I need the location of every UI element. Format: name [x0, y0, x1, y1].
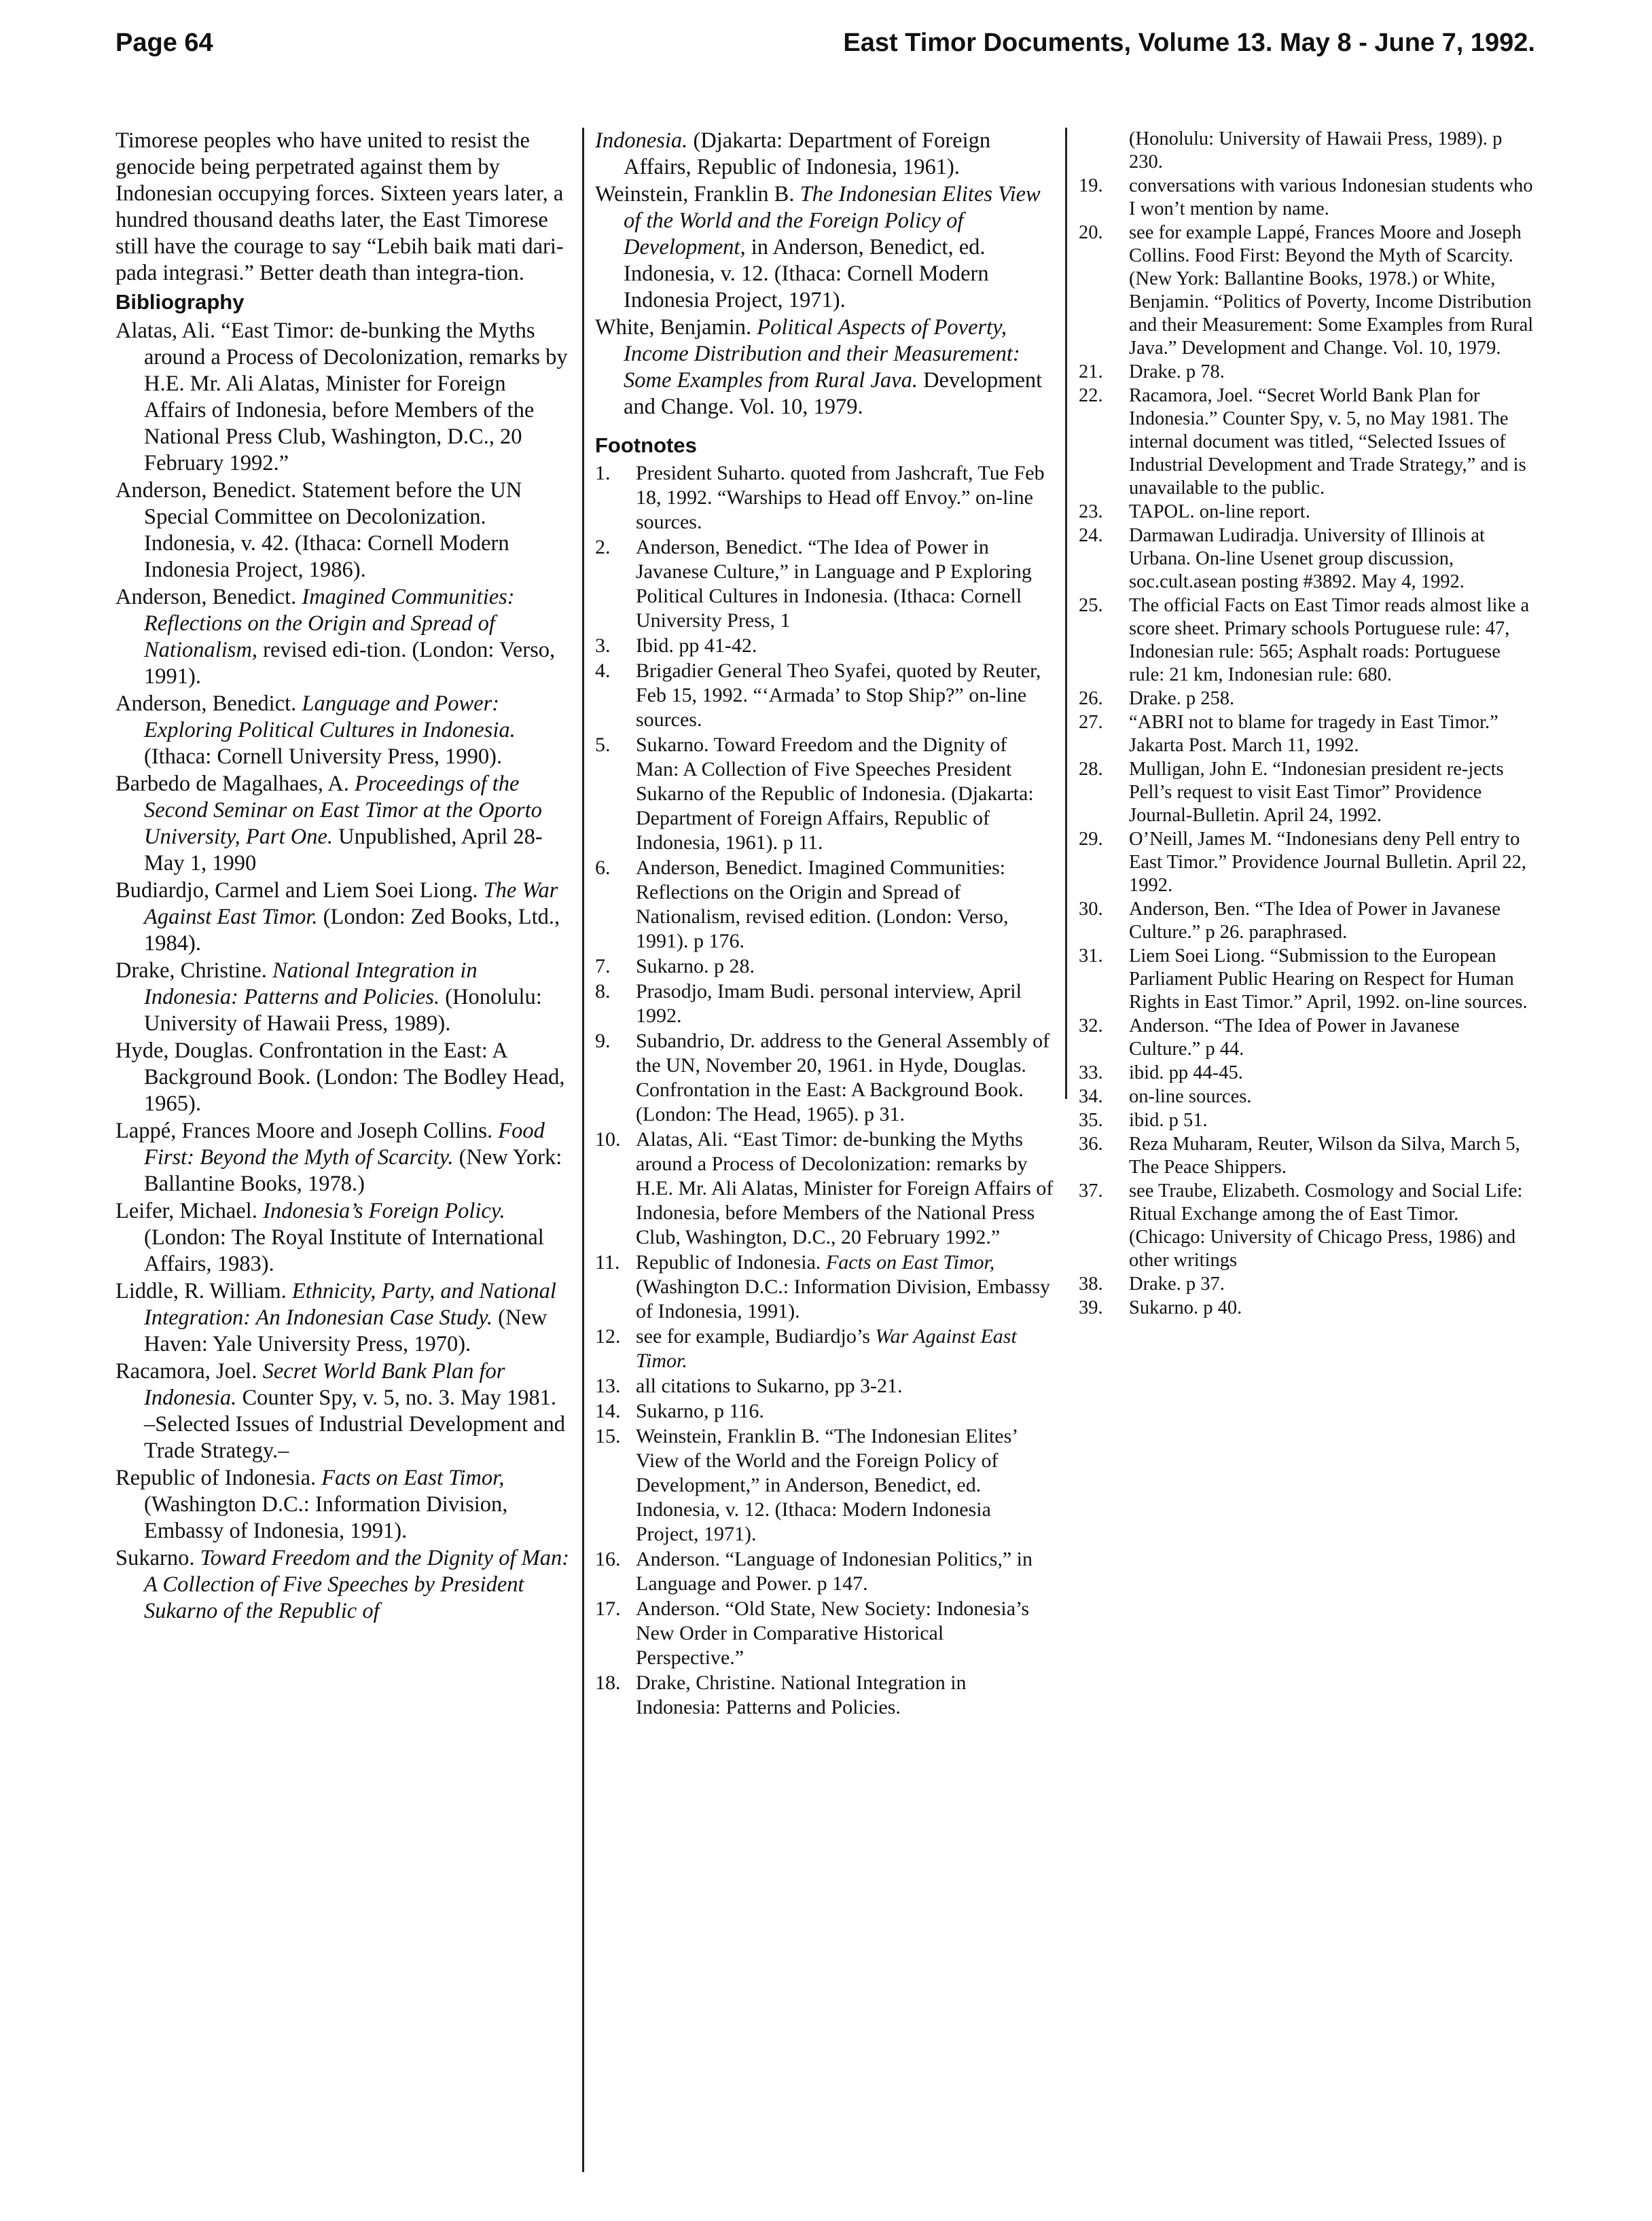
- bibliography-entry: Sukarno. Toward Freedom and the Dignity of Man: A Collection of Five Speeches by President Sukarno of the Republic of: [115, 1546, 570, 1623]
- footnote-number: 13.: [595, 1375, 621, 1397]
- bibliography-entry: Drake, Christine. National Integration in Indonesia: Patterns and Policies. (Honolulu: University of Hawaii Press, 1989).: [115, 958, 542, 1036]
- footnote: 20. see for example Lappé, Frances Moore and Joseph Collins. Food First: Beyond the Myth of Scarcity. (New York: Ballantine Books, 1978.) or White, Benjamin. “Politics of Poverty, Income Distribution and their Measurement: Some Examples from Rural Java.” Development and Change. Vol. 10, 1979.: [1079, 222, 1534, 359]
- bibliography-entry: Alatas, Ali. “East Timor: de-bunking the Myths around a Process of Decolonization, remarks by H.E. Mr. Ali Alatas, Minister for Foreign Affairs of Indonesia, before Members of the National Press Club, Washington, D.C., 20 February 1992.”: [115, 319, 568, 475]
- footnote: 19. conversations with various Indonesian students who I won’t mention by name.: [1079, 175, 1533, 219]
- page-number: Page 64: [115, 29, 213, 57]
- column-divider: [1065, 128, 1067, 1099]
- footnote: 10. Alatas, Ali. “East Timor: de-bunking the Myths around a Process of Decolonization: remarks by H.E. Mr. Ali Alatas, Minister for Foreign Affairs of Indonesia, before Members of the National Press Club, Washington, D.C., 20 February 1992.”: [595, 1128, 1054, 1248]
- footnote: 14. Sukarno, p 116.: [595, 1400, 764, 1422]
- footnote: 1. President Suharto. quoted from Jashcraft, Tue Feb 18, 1992. “Warships to Head off Envoy.” on-line sources.: [595, 462, 1045, 533]
- footnote: 31. Liem Soei Liong. “Submission to the European Parliament Public Hearing on Respect for Human Rights in East Timor.” April, 1992. on-line sources.: [1079, 945, 1528, 1013]
- footnote-number: 15.: [595, 1425, 621, 1447]
- footnote: 28. Mulligan, John E. “Indonesian president re-jects Pell’s request to visit East Timor” Providence Journal-Bulletin. April 24, 1992.: [1079, 759, 1504, 826]
- bibliography-entry: White, Benjamin. Political Aspects of Poverty, Income Distribution and their Measurement: Some Examples from Rural Java. Development and Change. Vol. 10, 1979.: [595, 315, 1043, 419]
- footnote-number: 36.: [1079, 1134, 1103, 1155]
- footnote: 16. Anderson. “Language of Indonesian Politics,” in Language and Power. p 147.: [595, 1548, 1033, 1595]
- publication-title: East Timor Documents, Volume 13. May 8 - June 7, 1992.: [843, 29, 1535, 57]
- footnote: 35. ibid. p 51.: [1079, 1110, 1208, 1131]
- footnote-number: 18.: [595, 1672, 621, 1694]
- bibliography-entry: Indonesia. (Djakarta: Department of Foreign Affairs, Republic of Indonesia, 1961).: [595, 128, 991, 179]
- bibliography-entry: Hyde, Douglas. Confrontation in the East: A Background Book. (London: The Bodley Head, 1965).: [115, 1039, 565, 1116]
- footnote-number: 32.: [1079, 1015, 1103, 1036]
- footnote-number: 25.: [1079, 595, 1103, 616]
- footnote: 34. on-line sources.: [1079, 1086, 1252, 1107]
- footnote: 8. Prasodjo, Imam Budi. personal interview, April 1992.: [595, 980, 1022, 1027]
- footnote-number: 19.: [1079, 175, 1103, 196]
- footnote: 6. Anderson, Benedict. Imagined Communities: Reflections on the Origin and Spread of Nationalism, revised edition. (London: Verso, 1991). p 176.: [595, 856, 1009, 952]
- bibliography-entry: Racamora, Joel. Secret World Bank Plan for Indonesia. Counter Spy, v. 5, no. 3. May 1981. –Selected Issues of Industrial Development and Trade Strategy.–: [115, 1359, 566, 1463]
- footnote-number: 34.: [1079, 1086, 1103, 1107]
- footnote-number: 17.: [595, 1597, 621, 1620]
- footnote-number: 12.: [595, 1325, 621, 1348]
- footnote-number: 4.: [595, 660, 611, 682]
- footnote: 2. Anderson, Benedict. “The Idea of Power in Javanese Culture,” in Language and P Exploring Political Cultures in Indonesia. (Ithaca: Cornell University Press, 1: [595, 536, 1032, 632]
- footnote-number: 21.: [1079, 361, 1103, 382]
- footnote: 24. Darmawan Ludiradja. University of Illinois at Urbana. On-line Usenet group discussion, soc.cult.asean posting #3892. May 4, 1992.: [1079, 525, 1485, 592]
- bibliography-entry: Lappé, Frances Moore and Joseph Collins. Food First: Beyond the Myth of Scarcity. (New York: Ballantine Books, 1978.): [115, 1119, 562, 1196]
- footnote-number: 24.: [1079, 525, 1103, 546]
- footnote-number: 6.: [595, 856, 611, 879]
- footnote: 17. Anderson. “Old State, New Society: Indonesia’s New Order in Comparative Historical Perspective.”: [595, 1597, 1030, 1669]
- footnote: 29. O’Neill, James M. “Indonesians deny Pell entry to East Timor.” Providence Journal Bulletin. April 22, 1992.: [1079, 829, 1527, 896]
- footnote: 26. Drake. p 258.: [1079, 688, 1235, 709]
- bibliography-entry: Budiardjo, Carmel and Liem Soei Liong. The War Against East Timor. (London: Zed Books, Ltd., 1984).: [115, 878, 560, 956]
- bibliography-entry: Barbedo de Magalhaes, A. Proceedings of the Second Seminar on East Timor at the Oporto University, Part One. Unpublished, April 28-May 1, 1990: [115, 772, 543, 875]
- column-divider: [582, 128, 584, 2172]
- footnote-number: 8.: [595, 980, 611, 1003]
- footnote-number: 30.: [1079, 899, 1103, 920]
- footnote: 21. Drake. p 78.: [1079, 361, 1225, 382]
- footnote-number: 1.: [595, 462, 611, 484]
- footnote: 25. The official Facts on East Timor reads almost like a score sheet. Primary schools Portuguese rule: 47, Indonesian rule: 565; Asphalt roads: Portuguese rule: 21 km, Indonesian rule: 680.: [1079, 595, 1530, 685]
- bibliography-entry: Anderson, Benedict. Statement before the UN Special Committee on Decolonization. Indonesia, v. 42. (Ithaca: Cornell Modern Indonesia Project, 1986).: [115, 478, 522, 582]
- footnote-number: 14.: [595, 1400, 621, 1422]
- footnote-number: 29.: [1079, 829, 1103, 850]
- footnote-number: 22.: [1079, 385, 1103, 406]
- footnote: 38. Drake. p 37.: [1079, 1274, 1225, 1295]
- footnote-number: 23.: [1079, 501, 1103, 522]
- footnote-number: 5.: [595, 734, 611, 756]
- footnotes-list-continued: [1079, 175, 1535, 1320]
- footnote: 9. Subandrio, Dr. address to the General Assembly of the UN, November 20, 1961. in Hyde, Douglas. Confrontation in the East: A Background Book. (London: The Head, 1965). p 31.: [595, 1030, 1050, 1125]
- footnote: 33. ibid. pp 44-45.: [1079, 1062, 1243, 1083]
- footnote-number: 37.: [1079, 1180, 1103, 1202]
- footnote-number: 27.: [1079, 712, 1103, 733]
- footnote: 32. Anderson. “The Idea of Power in Javanese Culture.” p 44.: [1079, 1015, 1460, 1060]
- footnote: 15. Weinstein, Franklin B. “The Indonesian Elites’ View of the World and the Foreign Policy of Development,” in Anderson, Benedict, ed. Indonesia, v. 12. (Ithaca: Modern Indonesia Project, 1971).: [595, 1425, 1018, 1545]
- footnote: 27. “ABRI not to blame for tragedy in East Timor.” Jakarta Post. March 11, 1992.: [1079, 712, 1498, 756]
- bibliography-entry: Anderson, Benedict. Imagined Communities: Reflections on the Origin and Spread of Nationalism, revised edi-tion. (London: Verso, 1991).: [115, 585, 556, 689]
- footnote-number: 2.: [595, 536, 611, 558]
- footnote-number: 20.: [1079, 222, 1103, 243]
- bibliography-list-continued: [595, 128, 1054, 420]
- footnote-number: 39.: [1079, 1297, 1103, 1318]
- footnote: 4. Brigadier General Theo Syafei, quoted by Reuter, Feb 15, 1992. “‘Armada’ to Stop Ship?” on-line sources.: [595, 660, 1041, 731]
- footnote-number: 33.: [1079, 1062, 1103, 1083]
- footnote-number: 16.: [595, 1548, 621, 1570]
- footnote-number: 7.: [595, 955, 611, 977]
- footnote: 12. see for example, Budiardjo’s War Against East Timor.: [595, 1325, 1017, 1372]
- bibliography-entry: Anderson, Benedict. Language and Power: Exploring Political Cultures in Indonesia. (Ithaca: Cornell University Press, 1990).: [115, 691, 516, 769]
- bibliography-heading: Bibliography: [115, 290, 245, 314]
- footnote: 3. Ibid. pp 41-42.: [595, 634, 757, 657]
- footnote-number: 38.: [1079, 1274, 1103, 1295]
- footnote-number: 10.: [595, 1128, 621, 1151]
- bibliography-list: [115, 318, 571, 1625]
- footnote: 7. Sukarno. p 28.: [595, 955, 755, 977]
- column-3: [1079, 128, 1535, 1320]
- footnote: 36. Reza Muharam, Reuter, Wilson da Silva, March 5, The Peace Shippers.: [1079, 1134, 1520, 1178]
- intro-paragraph: Timorese peoples who have united to resist the genocide being perpetrated against them by Indonesian occupying forces. Sixteen years later, a hundred thousand deaths later, the East Timorese still have the courage to say “Lebih baik mati dari-pada integrasi.” Better death than integra-tion.: [115, 128, 564, 285]
- footnote: 11. Republic of Indonesia. Facts on East Timor, (Washington D.C.: Information Division, Embassy of Indonesia, 1991).: [595, 1251, 1051, 1322]
- footnote: 22. Racamora, Joel. “Secret World Bank Plan for Indonesia.” Counter Spy, v. 5, no May 1981. The internal document was titled, “Selected Issues of Industrial Development and Trade Strategy,” and is unavailable to the public.: [1079, 385, 1526, 499]
- footnote: 30. Anderson, Ben. “The Idea of Power in Javanese Culture.” p 26. paraphrased.: [1079, 899, 1501, 943]
- footnote-number: 35.: [1079, 1110, 1103, 1131]
- footnotes-heading: Footnotes: [595, 433, 697, 457]
- footnotes-list: [595, 461, 1054, 1720]
- bibliography-entry: Republic of Indonesia. Facts on East Timor, (Washington D.C.: Information Division, Embassy of Indonesia, 1991).: [115, 1466, 508, 1543]
- footnote: 18. Drake, Christine. National Integration in Indonesia: Patterns and Policies.: [595, 1672, 967, 1718]
- bibliography-entry: Liddle, R. William. Ethnicity, Party, and National Integration: An Indonesian Case Study. (New Haven: Yale University Press, 1970).: [115, 1279, 556, 1356]
- footnote-continuation: (Honolulu: University of Hawaii Press, 1989). p 230.: [1129, 128, 1503, 173]
- footnote: 39. Sukarno. p 40.: [1079, 1297, 1242, 1318]
- column-2: [595, 128, 1054, 1720]
- footnote: 37. see Traube, Elizabeth. Cosmology and Social Life: Ritual Exchange among the of East Timor. (Chicago: University of Chicago Press, 1986) and other writings: [1079, 1180, 1523, 1271]
- footnote-number: 31.: [1079, 945, 1103, 967]
- footnote-number: 9.: [595, 1030, 611, 1052]
- column-1: [115, 128, 571, 1625]
- footnote-number: 3.: [595, 634, 611, 657]
- bibliography-entry: Leifer, Michael. Indonesia’s Foreign Policy. (London: The Royal Institute of International Affairs, 1983).: [115, 1199, 544, 1276]
- footnote-number: 28.: [1079, 759, 1103, 780]
- footnote-number: 11.: [595, 1251, 620, 1274]
- page-header: [115, 19, 1535, 67]
- footnote: 13. all citations to Sukarno, pp 3-21.: [595, 1375, 903, 1397]
- footnote-number: 26.: [1079, 688, 1103, 709]
- footnote: 23. TAPOL. on-line report.: [1079, 501, 1310, 522]
- footnote: 5. Sukarno. Toward Freedom and the Dignity of Man: A Collection of Five Speeches President Sukarno of the Republic of Indonesia. (Djakarta: Department of Foreign Affairs, Republic of Indonesia, 1961). p 11.: [595, 734, 1034, 854]
- bibliography-entry: Weinstein, Franklin B. The Indonesian Elites View of the World and the Foreign Policy of Development, in Anderson, Benedict, ed. Indonesia, v. 12. (Ithaca: Cornell Modern Indonesia Project, 1971).: [595, 182, 1041, 312]
